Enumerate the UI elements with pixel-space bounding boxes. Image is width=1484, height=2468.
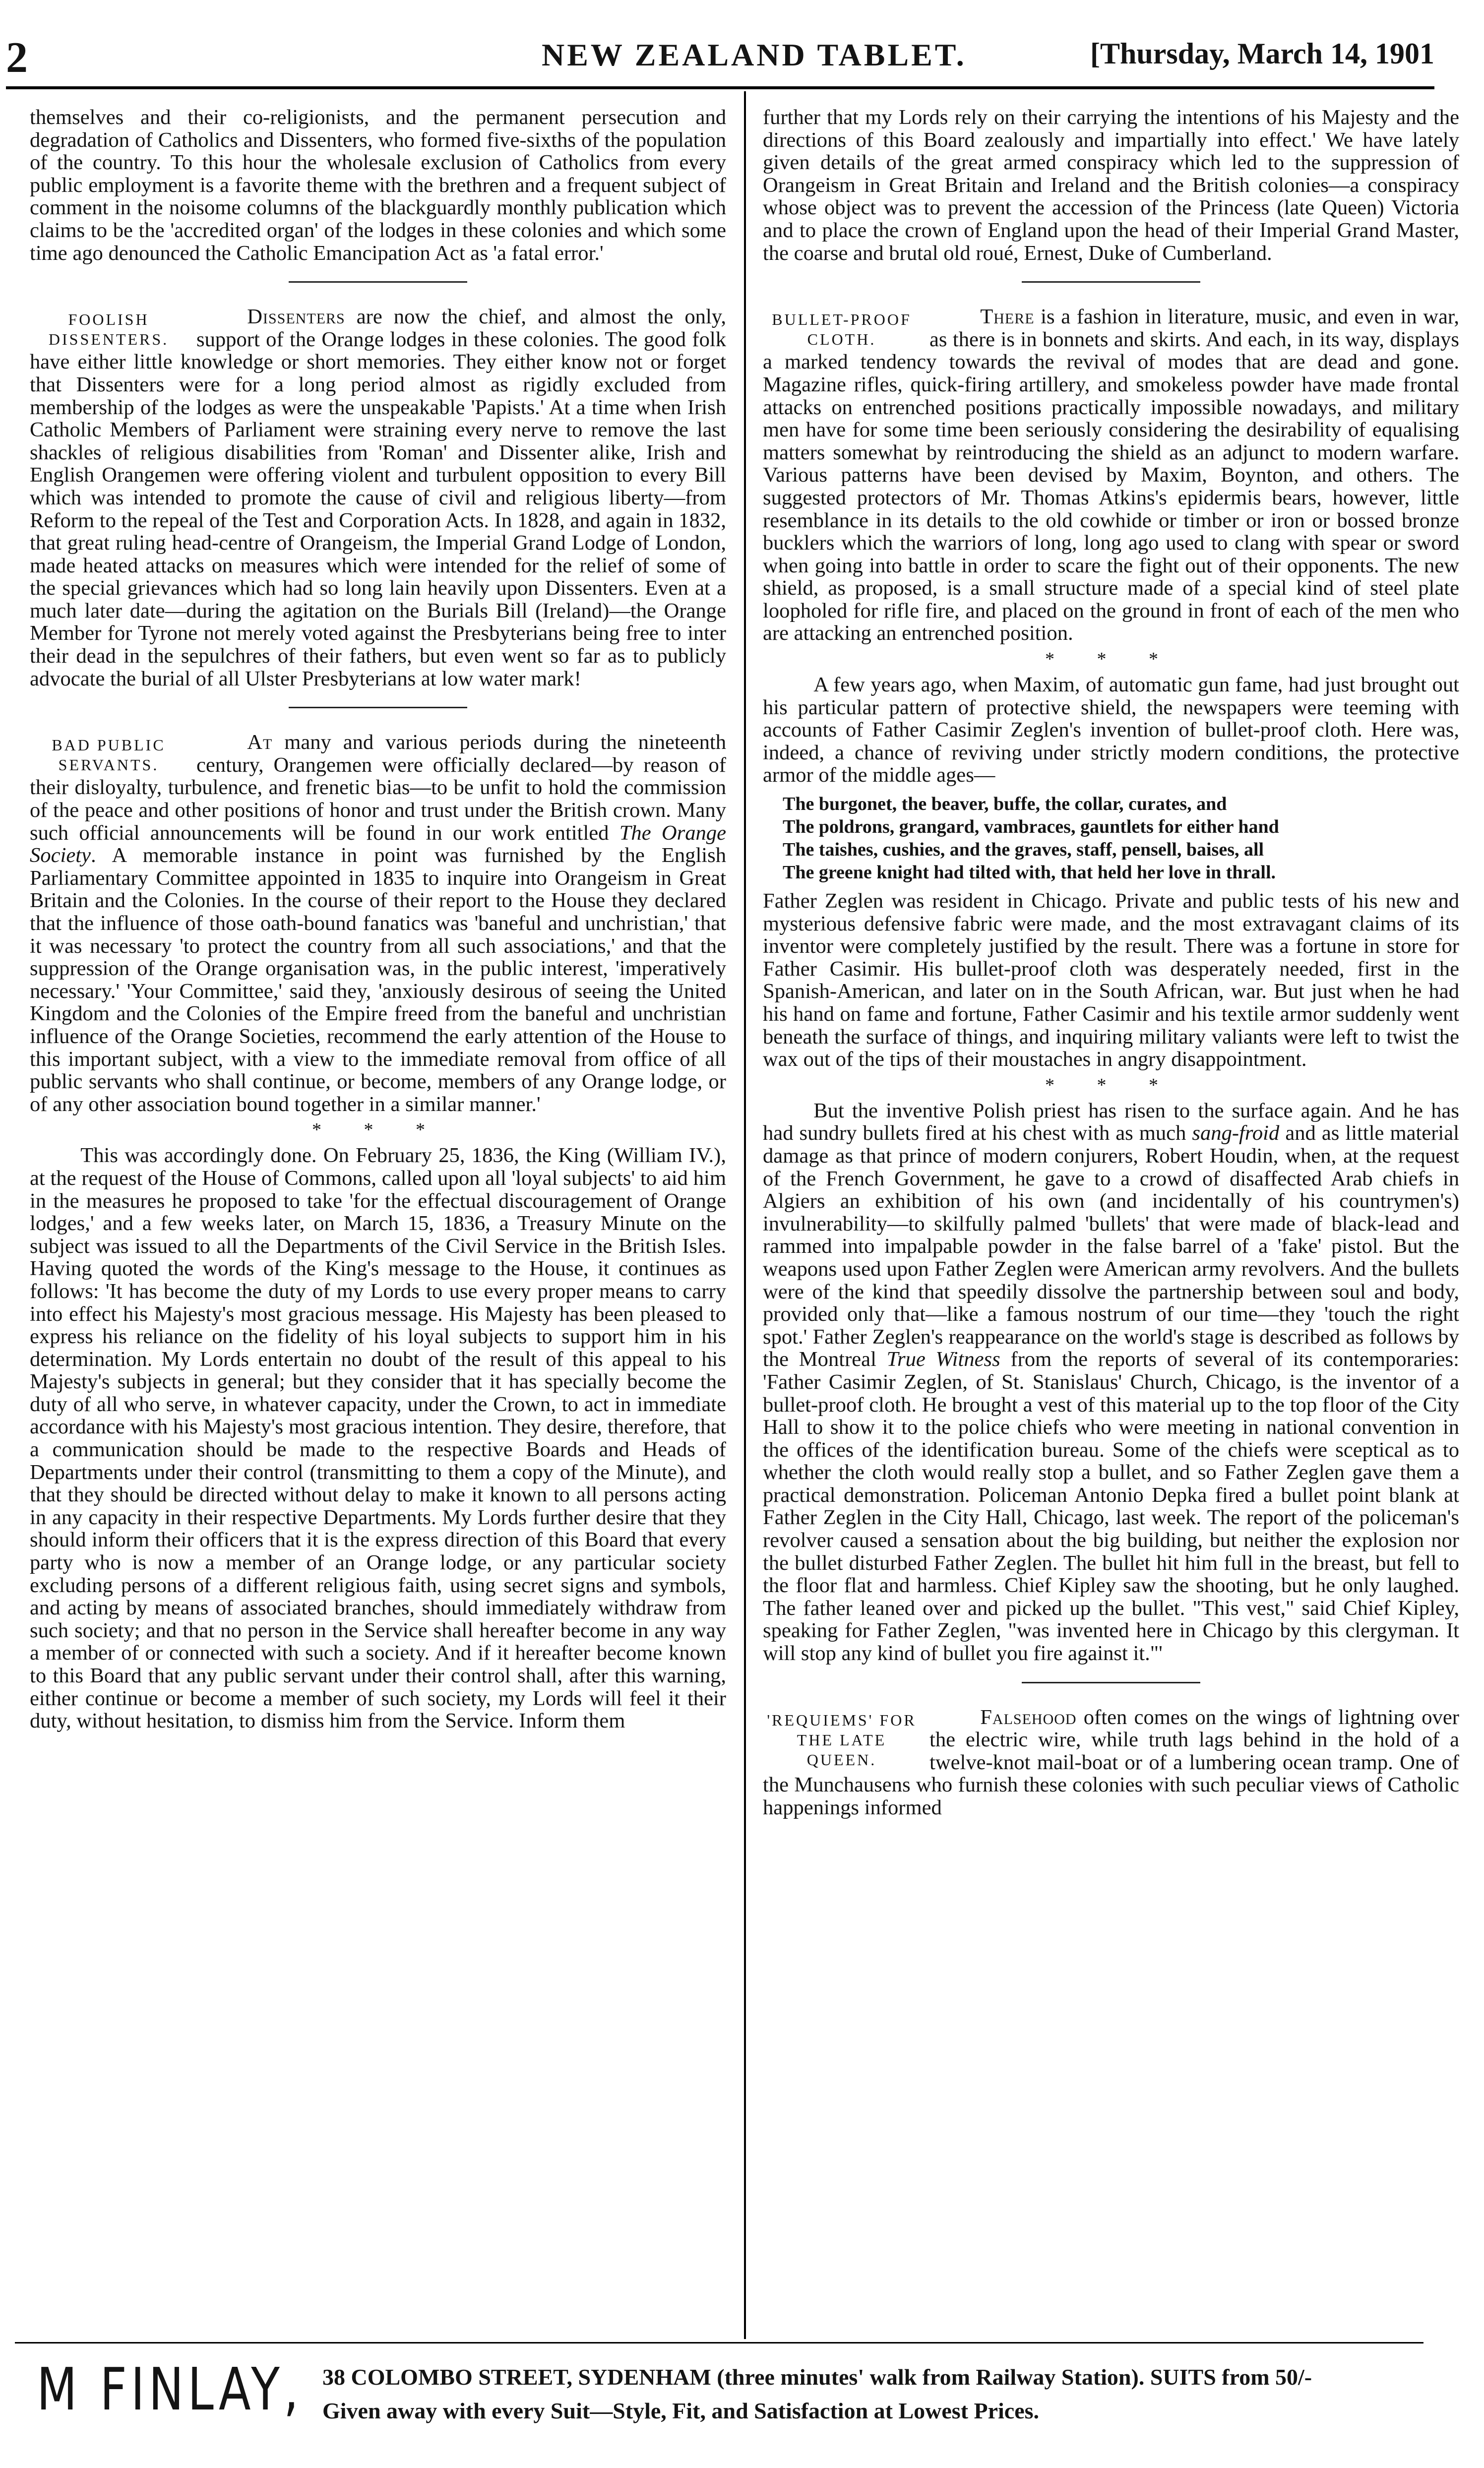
paragraph: At many and various periods during the nineteenth century, Orangemen were officially declared—by reason of their disloyalty, turbulence, and frenetic bias—to be unfit to hold the commission of the peace and other positions of honor and trust under the British crown. Many such official announcements will be found in our work entitled The Orange Society. A memorable instance in point was furnished by the English Parliamentary Committee appointed in 1835 to inquire into Orangeism in Great Britain and the Colonies. In the course of their report to the House they declared that the influence of those oath-bound fanatics was 'baneful and unchristian,' that it was necessary 'to protect the country from all such associations,' and that the suppression of the Orange organisation was, in the public interest, 'imperatively necessary.' 'Your Committee,' said they, 'anxiously desirous of seeing the United Kingdom and the Colonies of the Empire freed from the baneful and unchristian influence of the Orange Societies, recommend the early attention of the House to this important subject, with a view to the immediate removal from office of all public servants who shall continue, or become, members of any Orange lodge, or of any other association bound together in a similar manner.' [30,731,726,1116]
paragraph: But the inventive Polish priest has risen to the surface again. And he has had sundry bullets fired at his chest with as much sang-froid and as little material damage as that prince of modern conjurers, Robert Houdin, when, at the request of the French Government, he gave to a crowd of disaffected Arab chiefs in Algiers an exhibition of his own (and incidentally of his countrymen's) invulnerability—to skilfully palmed 'bullets' that were made of black-lead and rammed into impalpable powder in the false barrel of a 'fake' pistol. But the weapons used upon Father Zeglen were American army revolvers. And the bullets were of the kind that speedily dissolve the partnership between soul and body, provided only that—like a famous nostrum of our time—they 'touch the right spot.' Father Zeglen's reappearance on the world's stage is described as follows by the Montreal True Witness from the reports of several of its contemporaries: 'Father Casimir Zeglen, of St. Stanislaus' Church, Chicago, is the inventor of a bullet-proof cloth. He brought a vest of this material up to the top floor of the City Hall to show it to the police chiefs who were meeting in national convention in the offices of the identification bureau. Some of the chiefs were sceptical as to whether the cloth would really stop a bullet, and so Father Zeglen gave them a practical demonstration. Policeman Antonio Depka fired a bullet point blank at Father Zeglen in the City Hall, Chicago, last week. The report of the policeman's revolver caused a sensation about the big building, but neither the explosion nor the bullet disturbed Father Zeglen. The bullet hit him full in the breast, but fell to the floor flat and harmless. Chief Kipley saw the shooting, but he only laughed. The father leaned over and picked up the bullet. "This vest," said Chief Kipley, speaking for Father Zeglen, "was invented here in Chicago by this clergyman. It will stop any kind of bullet you fire against it."' [763,1099,1459,1666]
lead-word: At [247,731,273,754]
issue-date: [Thursday, March 14, 1901 [1090,37,1434,70]
left-column [30,106,726,2333]
verse-line: The greene knight had tilted with, that held her love in thrall. [783,862,1276,883]
section-bullet-proof-cloth [763,306,1459,645]
newspaper-title: NEW ZEALAND TABLET. [542,37,967,72]
advert-address: 38 COLOMBO STREET, SYDENHAM (three minutes' walk from Railway Station). SUITS from 50/- [322,2364,1312,2390]
column-divider [744,91,746,2339]
paragraph: Falsehood often comes on the wings of lightning over the electric wire, while truth lags behind in the hold of a twelve-knot mail-boat or of a lumbering ocean tramp. One of the Munchausens who furnish these colonies with such peculiar views of Catholic happenings informed [763,1705,1459,1819]
page-header [6,33,1434,87]
newspaper-name: True Witness [886,1348,1000,1371]
section-bad-public-servants [30,731,726,1115]
paragraph: further that my Lords rely on their carrying the intentions of his Majesty and the directions of this Board zealously and impartially into effect.' We have lately given details of the great armed conspiracy which led to the suppression of Orangeism in Great Britain and Ireland and the British colonies—a conspiracy whose object was to prevent the accession of the Princess (late Queen) Victoria and to place the crown of England upon the head of their Imperial Grand Master, the coarse and brutal old roué, Ernest, Duke of Cumberland. [763,106,1459,265]
margin-note: BULLET-PROOF CLOTH. [772,310,912,349]
section-stars: * * * [1045,649,1177,670]
header-rule [6,86,1434,89]
section-requiems [763,1706,1459,1819]
paragraph: There is a fashion in literature, music, and even in war, as there is in bonnets and skirts. And each, in its way, displays a marked tendency towards the revival of modes that are dead and gone. Magazine rifles, quick-firing artillery, and smokeless powder have made frontal attacks on entrenched positions practically impossible nowadays, and military men have for some time been seriously considering the desirability of equalising matters somewhat by reintroducing the shield as an adjunct to modern warfare. Various patterns have been devised by Maxim, Boynton, and others. The suggested protectors of Mr. Thomas Atkins's epidermis bears, however, little resemblance in its details to the old cowhide or timber or iron or bossed bronze bucklers which the warriors of long, long ago used to clang with spear or sword when going into battle in order to scare the fight out of their opponents. The new shield, as proposed, is a small structure made of a special kind of steel plate loopholed for rifle fire, and placed on the ground in front of each of the men who are attacking an entrenched position. [763,305,1459,645]
paragraph: Father Zeglen was resident in Chicago. Private and public tests of his new and mysterious defensive fabric were made, and the most extravagant claims of its inventor were completely justified by the result. There was a fortune in store for Father Casimir. His bullet-proof cloth was desperately needed, first in the Spanish-American, and later on in the South African, war. But just when he had his hand on fame and fortune, Father Casimir and his textile armor suddenly went beneath the surface of things, and inquiring military valiants were left to twist the wax out of the tips of their moustaches in angry disappointment. [763,889,1459,1071]
foreign-phrase: sang-froid [1192,1121,1280,1145]
section-foolish-dissenters [30,306,726,690]
advert-name: M FINLAY, [37,2355,303,2423]
verse-line: The taishes, cushies, and the graves, staff, pensell, baises, all [783,839,1264,861]
verse-quote [783,793,1459,884]
page-number: 2 [6,34,28,82]
verse-line: The poldrons, grangard, vambraces, gauntlets for either hand [783,816,1279,838]
lead-word: Dissenters [247,305,345,329]
right-column [763,106,1459,2333]
verse-line: The burgonet, the beaver, buffe, the collar, curates, and [783,794,1227,815]
paragraph: A few years ago, when Maxim, of automatic gun fame, had just brought out his particular pattern of protective shield, the newspapers were teeming with accounts of Father Casimir Zeglen's invention of bullet-proof cloth. Here was, indeed, a chance of reviving under strictly modern conditions, the protective armor of the middle ages— [763,673,1459,787]
margin-note: 'REQUIEMS' FOR THE LATE QUEEN. [767,1711,917,1769]
advert-tagline: Given away with every Suit—Style, Fit, and Satisfaction at Lowest Prices. [322,2398,1040,2423]
section-divider [1022,281,1200,283]
paragraph: Dissenters are now the chief, and almost the only, support of the Orange lodges in these colonies. The good folk have either little knowledge or short memories. They either know not or forget that Dissenters were for a long period almost as rigidly excluded from membership of the lodges as were the unspeakable 'Papists.' At a time when Irish Catholic Members of Parliament were straining every nerve to remove the last shackles of religious disabilities from 'Roman' and Dissenter alike, Irish and English Orangemen were offering violent and turbulent opposition to every Bill which was intended to promote the cause of civil and religious liberty—from Reform to the repeal of the Test and Corporation Acts. In 1828, and again in 1832, that great ruling head-centre of Orangeism, the Imperial Grand Lodge of London, made heated attacks on measures which were intended for the relief of some of the special grievances which had so long lain heavily upon Dissenters. Even at a much later date—during the agitation on the Burials Bill (Ireland)—the Orange Member for Tyrone not merely voted against the Presbyterians being free to inter their dead in the sepulchres of their fathers, but even went so far as to publicly advocate the burial of all Ulster Presbyterians at low water mark! [30,305,726,690]
section-stars: * * * [312,1119,444,1141]
paragraph: This was accordingly done. On February 25, 1836, the King (William IV.), at the request of the House of Commons, called upon all 'loyal subjects' to aid him in the measures he proposed to take 'for the effectual discouragement of Orange lodges,' and a few weeks later, on March 15, 1836, a Treasury Minute on the subject was issued to all the Departments of the Civil Service in the British Isles. Having quoted the words of the King's message to the House, it continues as follows: 'It has become the duty of my Lords to use every proper means to carry into effect his Majesty's most gracious message. His Majesty has been pleased to express his reliance on the fidelity of his loyal subjects to support him in his determination. My Lords entertain no doubt of the result of this appeal to his Majesty's subjects in general; but they consider that it has specially become the duty of all who serve, in whatever capacity, under the Crown, to act in immediate accordance with his Majesty's most gracious intention. They desire, therefore, that a communication should be made to the respective Boards and Heads of Departments under their control (transmitting to them a copy of the Minute), and that they should be directed without delay to make it known to all persons acting in any capacity in their respective Departments. My Lords further desire that they should inform their officers that it is the express direction of this Board that every party who is now a member of an Orange lodge, or any particular society excluding persons of a different religious faith, using secret signs and symbols, and acting by means of associated branches, should immediately withdraw from such society; and that no person in the Service shall hereafter become in any way a member of or connected with such a society. And if it hereafter become known to this Board that any public servant under their control shall, after this warning, either continue or become a member of such society, my Lords will feel it their duty, without hesitation, to dismiss him from the Service. Inform them [30,1144,726,1733]
paragraph: themselves and their co-religionists, and the permanent persecution and degradation of Catholics and Dissenters, who formed five-sixths of the population of the country. To this hour the wholesale exclusion of Catholics from every public employment is a favorite theme with the brethren and a frequent subject of comment in the noisome columns of the blackguardly monthly publication which claims to be the 'accredited organ' of the lodges in these colonies and which some time ago denounced the Catholic Emancipation Act as 'a fatal error.' [30,106,726,265]
margin-note: BAD PUBLIC SERVANTS. [52,736,166,774]
section-divider [289,707,467,708]
lead-word: Falsehood [980,1705,1077,1729]
section-stars: * * * [1045,1074,1177,1096]
margin-note: FOOLISH DISSENTERS. [48,310,169,349]
advert-rule [15,2342,1423,2344]
lead-word: There [980,305,1035,329]
section-divider [289,281,467,283]
book-title: The Orange Society [30,821,726,867]
section-divider [1022,1682,1200,1683]
